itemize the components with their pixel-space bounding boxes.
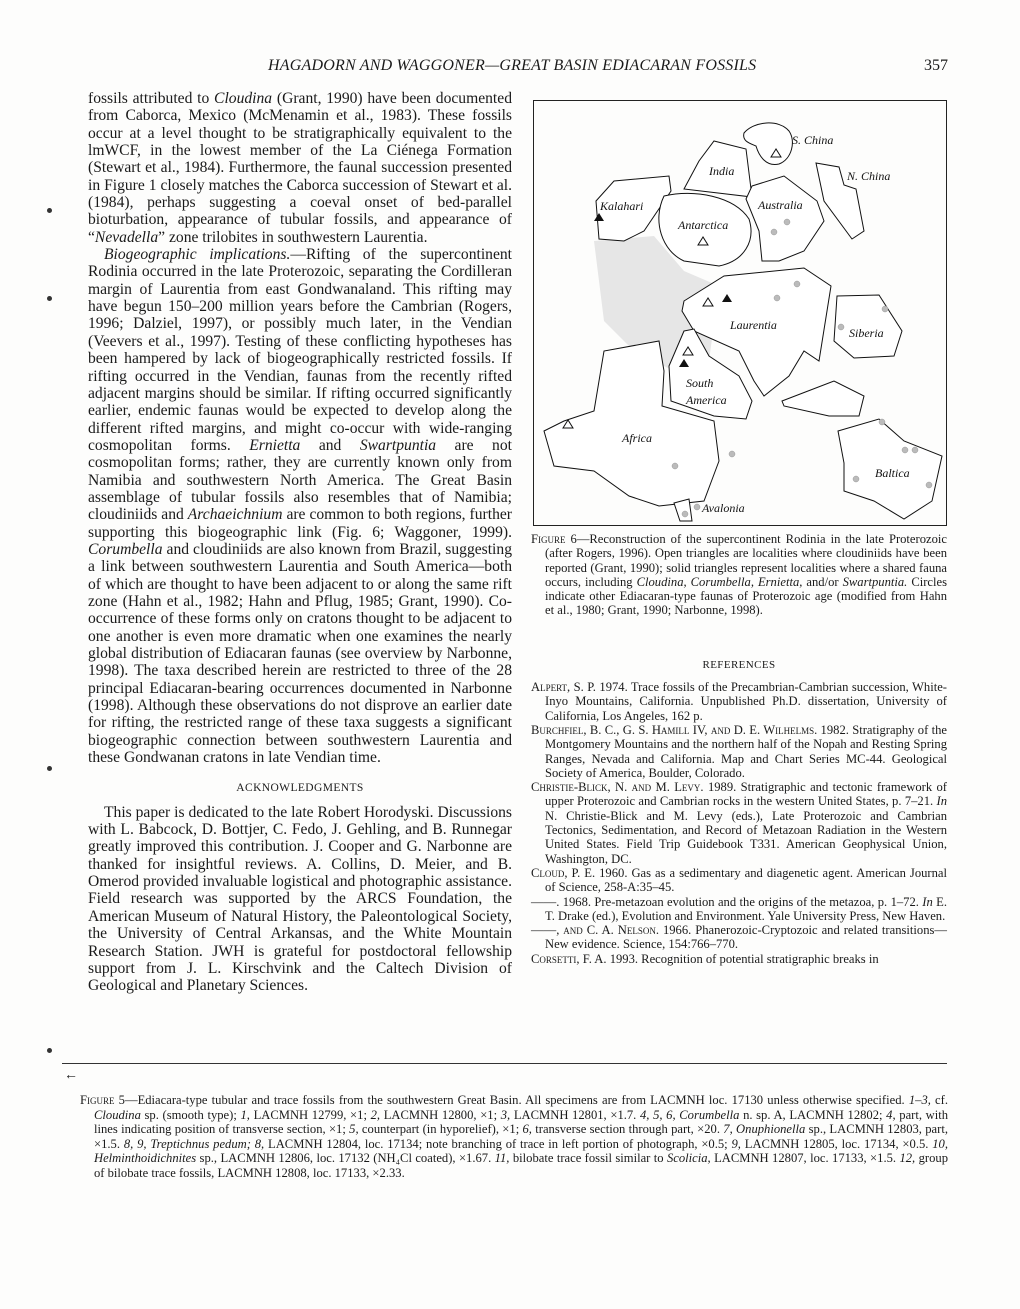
- label-australia: Australia: [758, 198, 803, 212]
- scan-speck: [47, 1048, 52, 1053]
- small-caps-text: and C. A. Nelson.: [563, 923, 659, 938]
- label-kalahari: Kalahari: [600, 199, 644, 213]
- text-run: 1966. Phanerozoic-Cryptozoic and related transitions—New evidence. Science, 154:766–770.: [545, 923, 947, 952]
- label-n-china: N. China: [847, 169, 891, 183]
- text-run: and: [300, 436, 360, 454]
- label-south: South: [686, 376, 714, 390]
- fauna-circle: [912, 447, 918, 453]
- label-america: America: [686, 393, 727, 407]
- text-run: 1974. Trace fossils of the Precambrian-Cambrian succession, White-Inyo Mountains, California. Unpublished Ph.D. dissertation, University of California, Los Angeles, 162 p.: [545, 680, 947, 723]
- text-run: —Rifting of the supercontinent Rodinia occurred in the late Proterozoic, separating the Cordilleran margin of Laurentia from east Gondwanaland. This rifting may have begun 150–200 million years before the Cambrian (Rogers, 1996; Dalziel, 1997), or possibly much later, in the Vendian (Veevers et al., 1997). Testing of these conflicting hypotheses has been hampered by lack of biogeographically restricted fossils. If rifting occurred in the Vendian, faunas from the recently rifted adjacent margins should be similar. If rifting occurred significantly earlier, endemic faunas would be expected to develop along the different rifted margins, and might co-occur with wide-ranging cosmopolitan forms.: [88, 246, 512, 454]
- fauna-circle: [853, 476, 859, 482]
- paragraph: [88, 246, 512, 766]
- text-run: 1989. Stratigraphic and tectonic framework of upper Proterozoic and Cambrian rocks in the western United States, p. 7–21.: [545, 780, 947, 809]
- text-run: LACMNH 12804, loc. 17134; note branching of trace in left portion of photograph, ×0.5;: [264, 1136, 732, 1151]
- text-run: LACMNH 12807, loc. 17133, ×1.5.: [710, 1151, 900, 1166]
- italic-text: 2,: [370, 1107, 381, 1122]
- italic-text: 1–3,: [908, 1093, 931, 1107]
- text-run: LACMNH 12801, ×1.7.: [510, 1107, 640, 1122]
- fauna-circle: [794, 281, 800, 287]
- rodinia-map: [534, 101, 946, 525]
- fauna-circle: [774, 295, 780, 301]
- small-caps-text: Christie-Blick, N. and M. Levy.: [531, 780, 704, 795]
- page-number: 357: [924, 57, 948, 74]
- australia-landmass: [746, 176, 824, 261]
- text-run: transverse section through part, ×20.: [531, 1122, 724, 1137]
- label-india: India: [709, 164, 735, 178]
- avalonia-landmass: [674, 499, 692, 521]
- italic-text: 3,: [500, 1107, 511, 1122]
- text-run: 1982. Stratigraphy of the Montgomery Mountains and the northern half of the Nopah and Resting Spring Ranges, Nevada and California. Map and Chart Series MC-44. Geological Society of America, Boulder, Colorado.: [545, 722, 948, 780]
- paragraph: [88, 804, 512, 995]
- text-run: bilobate trace fossil similar to: [509, 1151, 667, 1166]
- label-s-china: S. China: [792, 133, 834, 147]
- scan-speck: [47, 766, 52, 771]
- italic-text: Swartpuntia.: [842, 574, 908, 589]
- italic-text: 4, 5, 6, Corumbella: [639, 1107, 740, 1122]
- italic-text: In: [922, 894, 933, 909]
- reference-entry: [531, 952, 947, 966]
- italic-text: 11,: [494, 1151, 510, 1166]
- italic-text: Corumbella: [88, 540, 163, 558]
- figure-6-map: [533, 100, 947, 526]
- references-list: [531, 680, 947, 966]
- italic-text: Ernietta: [249, 436, 301, 454]
- fauna-circle: [902, 447, 908, 453]
- body-text: [88, 90, 512, 766]
- italic-text: Swartpuntia: [359, 436, 437, 454]
- text-run: LACMNH 12799, ×1;: [249, 1107, 371, 1122]
- unnamed-landmass: [782, 381, 864, 416]
- reference-entry: [531, 866, 947, 895]
- italic-text: Biogeographic implications.: [104, 246, 291, 264]
- small-caps-text: Corsetti, F. A.: [531, 951, 607, 966]
- text-run: N. Christie-Blick and M. Levy (eds.), Late Proterozoic and Cambrian Tectonics, Sedimentation, and Record of Metazoan Radiation in the Western United States. Field Trip Guidebook T331. American Geophysical Union, Washington, DC.: [545, 808, 947, 866]
- text-run: counterpart (in hyporelief), ×1;: [358, 1122, 523, 1137]
- fauna-circle: [784, 219, 790, 225]
- italic-text: 8, 9, Treptichnus pedum; 8,: [123, 1136, 265, 1151]
- small-caps-text: Alpert, S. P.: [531, 680, 596, 695]
- text-run: —Ediacara-type tubular and trace fossils from the southwestern Great Basin. All specimens are from LACMNH loc. 17130 unless otherwise specified.: [124, 1093, 909, 1107]
- running-title: HAGADORN AND WAGGONER—GREAT BASIN EDIACARAN FOSSILS: [268, 57, 757, 74]
- italic-text: Cloudina, Corumbella, Ernietta,: [636, 574, 803, 589]
- italic-text: In: [936, 794, 947, 809]
- text-run: Circles indicate other Ediacaran-type faunas of Proterozoic age (modified from Hahn et al., 1980; Grant, 1990; Narbonne, 1998).: [545, 574, 947, 618]
- text-run: group of bilobate trace fossils, LACMNH 12808, loc. 17133, ×2.33.: [94, 1151, 948, 1180]
- fauna-circle: [879, 419, 885, 425]
- text-run: (Grant, 1990) have been documented from Caborca, Mexico (McMenamin et al., 1983). These fossils occur at a level thought to be stratigraphically equivalent to the lmWCF, in the lowest member of the La Ciénega Formation (Stewart et al., 1984). Furthermore, the faunal succession presented in Figure 1 closely matches the Caborca succession of Stewart et al. (1984), perhaps suggesting a coeval onset of bed-parallel bioturbation, appearance of tubular fossils, and appearance of “: [88, 90, 512, 246]
- label-africa: Africa: [622, 431, 652, 445]
- text-run: ——,: [531, 923, 564, 938]
- italic-text: Cloudina: [214, 90, 273, 107]
- reference-entry: [531, 723, 947, 780]
- text-run: cf.: [930, 1093, 948, 1107]
- italic-text: 7, Onuphionella: [723, 1122, 806, 1137]
- text-run: sp., LACMNH 12803, part, ×1.5.: [94, 1122, 948, 1151]
- reference-entry: [531, 895, 947, 924]
- right-column: [531, 532, 947, 966]
- fauna-circle: [838, 324, 844, 330]
- italic-text: 12,: [899, 1151, 916, 1166]
- text-run: ——. 1968. Pre-metazoan evolution and the origins of the metazoa, p. 1–72.: [531, 894, 923, 909]
- text-run: are not cosmopolitan forms; rather, they are currently known only from Namibia and southwestern North America. The Great Basin assemblage of tubular fossils also resembles that of Namibia; cloudiniids and: [88, 436, 512, 524]
- italic-text: Cloudina: [94, 1107, 141, 1122]
- text-run: are common to both regions, further supporting this biogeographic link (Fig. 6; Waggoner, 1999).: [88, 506, 512, 541]
- s-china-landmass: [744, 123, 793, 165]
- fauna-circle: [926, 482, 932, 488]
- text-run: —Reconstruction of the supercontinent Rodinia in the late Proterozoic (after Rogers, 1996). Open triangles are localities where cloudiniids have been reported (Grant, 1990); solid triangles represent localities where a shared fauna occurs, including: [545, 532, 947, 589]
- left-column: [88, 90, 512, 995]
- label-baltica: Baltica: [875, 466, 910, 480]
- italic-text: 10, Helminthoidichnites: [94, 1136, 948, 1166]
- paragraph: [88, 90, 512, 246]
- fauna-circle: [882, 306, 888, 312]
- fauna-circle: [672, 463, 678, 469]
- references-heading: REFERENCES: [702, 658, 776, 671]
- text-run: ” zone trilobites in southwestern Laurentia.: [158, 228, 428, 246]
- text-run: n. sp. A, LACMNH 12802;: [739, 1107, 887, 1122]
- label-siberia: Siberia: [849, 326, 884, 340]
- fauna-circle: [729, 451, 735, 457]
- fauna-circle: [682, 511, 688, 517]
- small-caps-text: Figure 6: [531, 532, 577, 546]
- italic-text: Archaeichnium: [187, 506, 283, 524]
- label-antarctica: Antarctica: [678, 218, 729, 232]
- small-caps-text: Figure 5: [80, 1093, 125, 1107]
- italic-text: 6,: [522, 1122, 532, 1137]
- fauna-circle: [694, 504, 700, 510]
- page-header: [88, 57, 948, 79]
- italic-text: 9,: [731, 1136, 741, 1151]
- italic-text: 5,: [349, 1122, 359, 1137]
- text-run: and cloudiniids are also known from Brazil, suggesting a link between southwestern Laurentia and South America—both of which are thought to have been adjacent to or along the same rift zone (Hahn et al., 1982; Hahn and Pflug, 1985; Grant, 1990). Co-occurrence of these forms only on cratons thought to be adjacent to one another is even more dramatic when one examines the nearly global distribution of Ediacaran faunas (see overview by Narbonne, 1998). The taxa described herein are restricted to three of the 28 principal Ediacaran-bearing occurrences documented in Narbonne (1998). Although these observations do not disprove an earlier date for rifting, the restricted range of these taxa suggests a significant biogeographic connection between southwestern Laurentia and these Gondwanan cratons in late Vendian time.: [88, 540, 512, 767]
- italic-text: 1,: [240, 1107, 250, 1122]
- text-run: fossils attributed to: [88, 90, 215, 107]
- label-avalonia: Avalonia: [702, 501, 745, 515]
- figure-5-caption-block: [80, 1093, 948, 1181]
- text-run: sp. (smooth type);: [140, 1107, 241, 1122]
- text-run: 1960. Gas as a sedimentary and diagenetic agent. American Journal of Science, 258-A:35–45.: [545, 865, 947, 895]
- fauna-circle: [771, 229, 777, 235]
- acknowledgments-heading: ACKNOWLEDGMENTS: [236, 782, 364, 795]
- reference-entry: [531, 680, 947, 723]
- reference-entry: [531, 923, 947, 952]
- reference-entry: [531, 780, 947, 866]
- text-run: part, with lines indicating position of transverse section, ×1;: [94, 1107, 949, 1137]
- scan-speck: [47, 296, 52, 301]
- figure-caption-rule: [62, 1063, 947, 1064]
- figure-5-caption: [80, 1093, 948, 1181]
- small-caps-text: Cloud, P. E.: [531, 865, 596, 880]
- text-run: 1993. Recognition of potential stratigraphic breaks in: [606, 951, 879, 966]
- acknowledgments-text: [88, 804, 512, 995]
- text-run: LACMNH 12800, ×1;: [380, 1107, 501, 1122]
- small-caps-text: Burchfiel, B. C., G. S. Hamill IV, and D. E. Wilhelms.: [531, 722, 818, 737]
- italic-text: Scolicia,: [666, 1151, 711, 1166]
- text-run: This paper is dedicated to the late Robert Horodyski. Discussions with L. Babcock, D. Bottjer, C. Fedo, J. Gehling, and B. Runnegar greatly improved this contribution. J. Cooper and G. Narbonne are thanked for insightful reviews. A. Collins, D. Meier, and B. Omerod provided invaluable logistical and photographic assistance. Field research was supported by the ARCS Foundation, the American Museum of Natural History, the Paleontological Society, the University of Central Arkansas, and the White Mountain Research Station. JWH is grateful for postdoctoral fellowship support from J. L. Kirschvink and the Caltech Division of Geological and Planetary Sciences.: [88, 803, 512, 995]
- label-laurentia: Laurentia: [730, 318, 777, 332]
- italic-text: Nevadella: [94, 228, 159, 246]
- figure-6-caption: [531, 532, 947, 618]
- left-arrow-icon: ←: [64, 1068, 78, 1083]
- text-run: sp., LACMNH 12806, loc. 17132 (NH₄Cl coated), ×1.67.: [196, 1151, 495, 1166]
- italic-text: 4,: [886, 1107, 896, 1122]
- scan-speck: [47, 208, 52, 213]
- text-run: and/or: [802, 574, 843, 589]
- text-run: E. T. Drake (ed.), Evolution and Environment. Yale University Press, New Haven.: [545, 894, 947, 923]
- text-run: LACMNH 12805, loc. 17134, ×0.5.: [740, 1136, 933, 1151]
